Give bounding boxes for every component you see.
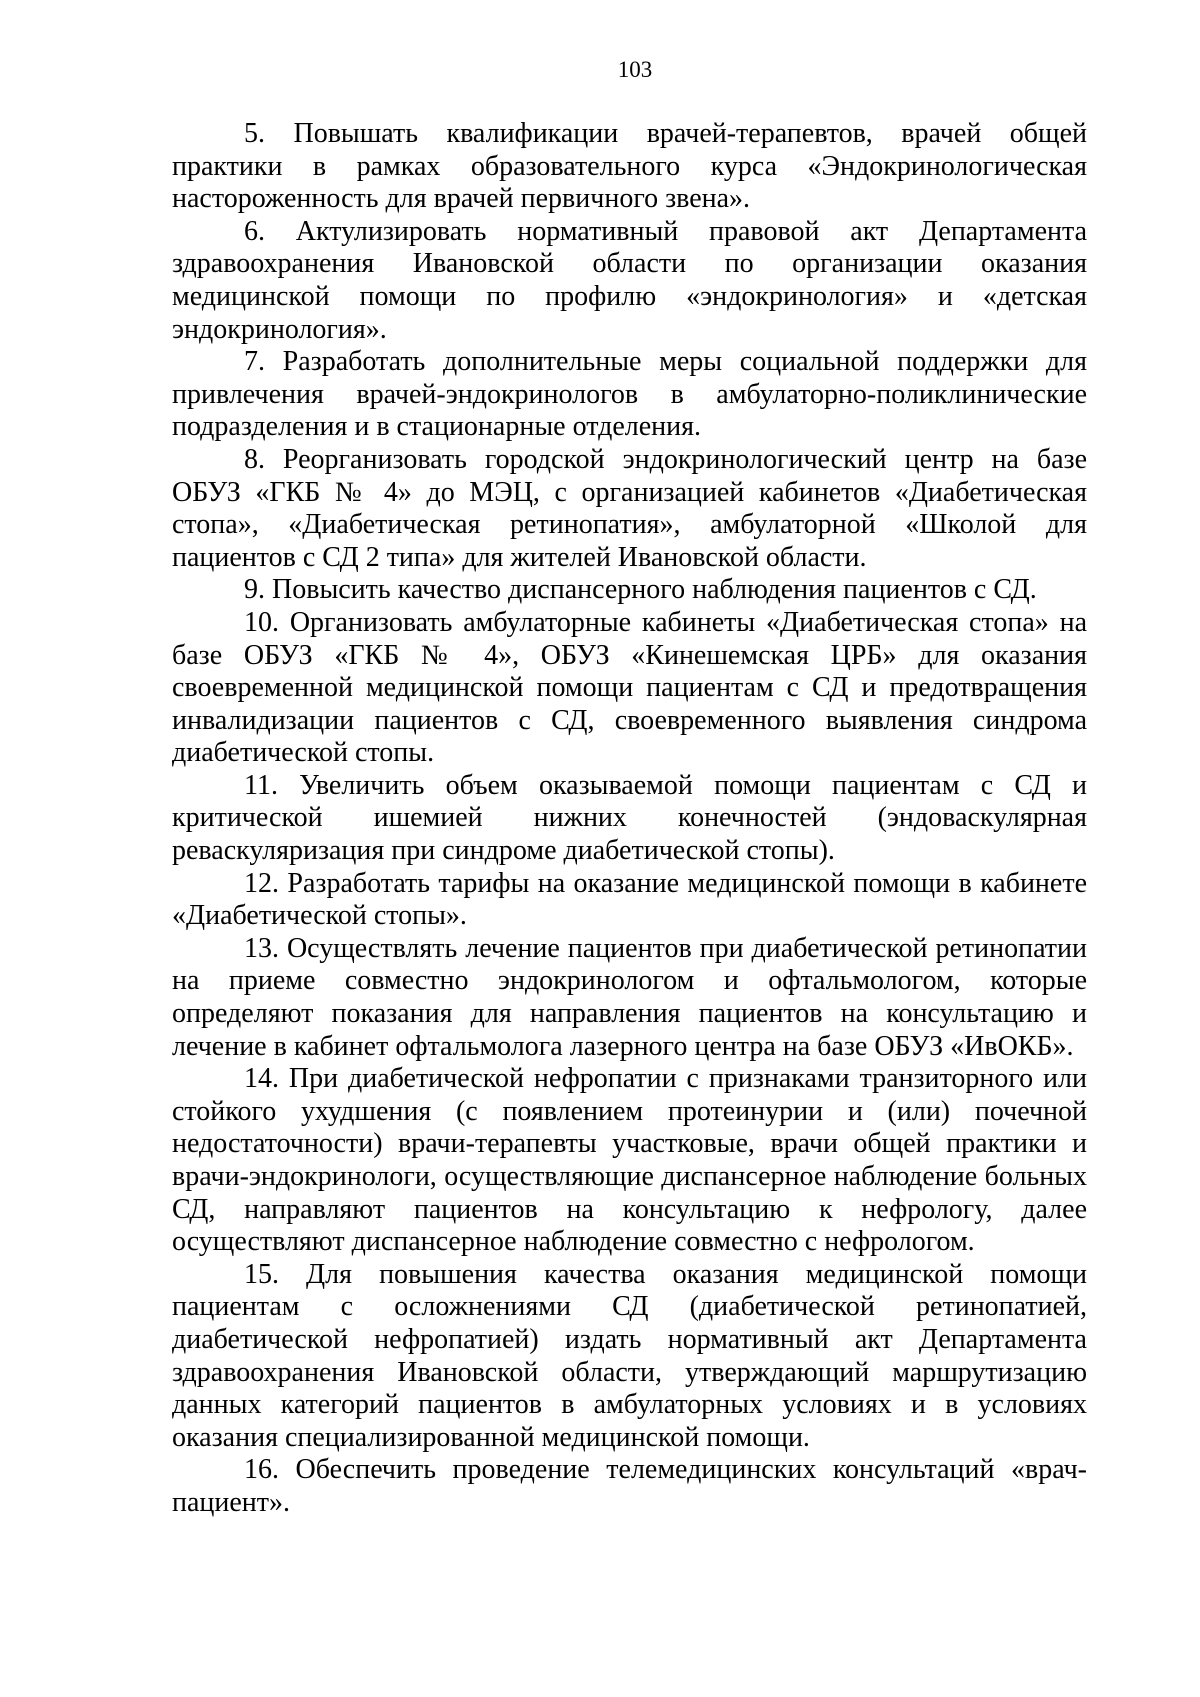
- paragraph-item-15: 15. Для повышения качества оказания медицинской помощи пациентам с осложнениями СД (диабетической ретинопатией, диабетической нефропатией) издать нормативный акт Департамента здравоохранения Ивановской области, утверждающий маршрутизацию данных категорий пациентов в амбулаторных условиях и в условиях оказания специализированной медицинской помощи.: [172, 1258, 1087, 1453]
- paragraph-item-10: 10. Организовать амбулаторные кабинеты «Диабетическая стопа» на базе ОБУЗ «ГКБ № 4», ОБУЗ «Кинешемская ЦРБ» для оказания своевременной медицинской помощи пациентам с СД и предотвращения инвалидизации пациентов с СД, своевременного выявления синдрома диабетической стопы.: [172, 606, 1087, 769]
- paragraph-item-13: 13. Осуществлять лечение пациентов при диабетической ретинопатии на приеме совместно эндокринологом и офтальмологом, которые определяют показания для направления пациентов на консультацию и лечение в кабинет офтальмолога лазерного центра на базе ОБУЗ «ИвОКБ».: [172, 932, 1087, 1062]
- document-body: [172, 118, 1087, 1520]
- paragraph-item-8: 8. Реорганизовать городской эндокринологический центр на базе ОБУЗ «ГКБ № 4» до МЭЦ, с организацией кабинетов «Диабетическая стопа», «Диабетическая ретинопатия», амбулаторной «Школой для пациентов с СД 2 типа» для жителей Ивановской области.: [172, 443, 1087, 573]
- paragraph-item-6: 6. Актулизировать нормативный правовой акт Департамента здравоохранения Ивановской области по организации оказания медицинской помощи по профилю «эндокринология» и «детская эндокринология».: [172, 215, 1087, 345]
- paragraph-item-12: 12. Разработать тарифы на оказание медицинской помощи в кабинете «Диабетической стопы».: [172, 867, 1087, 932]
- paragraph-item-5: 5. Повышать квалификации врачей-терапевтов, врачей общей практики в рамках образовательного курса «Эндокринологическая настороженность для врачей первичного звена».: [172, 118, 1087, 215]
- page-number: 103: [617, 57, 653, 82]
- paragraph-item-9: 9. Повысить качество диспансерного наблюдения пациентов с СД.: [244, 574, 1037, 606]
- paragraph-item-11: 11. Увеличить объем оказываемой помощи пациентам с СД и критической ишемией нижних конечностей (эндоваскулярная реваскуляризация при синдроме диабетической стопы).: [172, 769, 1087, 867]
- paragraph-item-16: 16. Обеспечить проведение телемедицинских консультаций «врач-пациент».: [172, 1454, 1087, 1518]
- paragraph-item-7: 7. Разработать дополнительные меры социальной поддержки для привлечения врачей-эндокринологов в амбулаторно-поликлинические подразделения и в стационарные отделения.: [172, 346, 1087, 443]
- paragraph-item-14: 14. При диабетической нефропатии с признаками транзиторного или стойкого ухудшения (с появлением протеинурии и (или) почечной недостаточности) врачи-терапевты участковые, врачи общей практики и врачи-эндокринологи, осуществляющие диспансерное наблюдение больных СД, направляют пациентов на консультацию к нефрологу, далее осуществляют диспансерное наблюдение совместно с нефрологом.: [172, 1063, 1087, 1258]
